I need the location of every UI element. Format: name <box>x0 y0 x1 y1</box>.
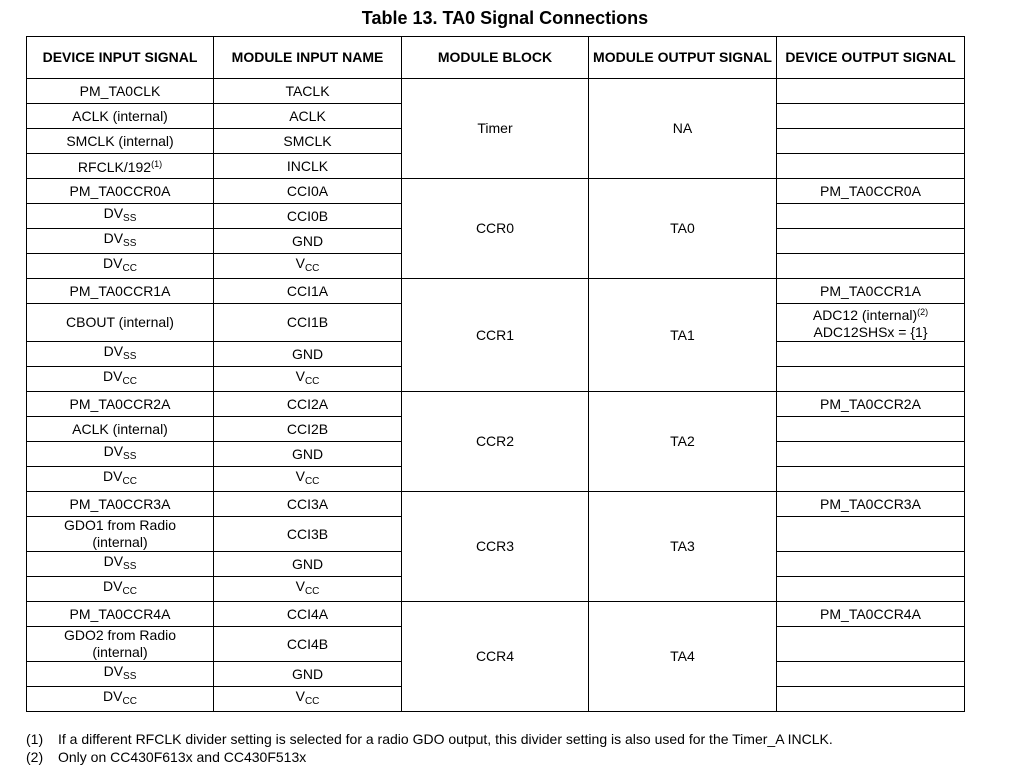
device-input-signal: DV <box>103 443 124 459</box>
module-input-name: V <box>295 578 305 594</box>
module-input-name: GND <box>291 555 324 572</box>
device-input-cell <box>27 229 214 254</box>
module-input-cell <box>214 492 402 517</box>
module-input-subscript: CC <box>304 263 320 274</box>
device-input-cell <box>27 129 214 154</box>
module-block-cell: CCR4 <box>402 602 589 712</box>
device-output-cell <box>777 492 965 517</box>
header-device-output-signal: DEVICE OUTPUT SIGNAL <box>777 37 965 79</box>
module-input-name: V <box>295 468 305 484</box>
module-input-cell <box>214 204 402 229</box>
module-input-name: CCI4A <box>286 605 329 622</box>
device-input-signal: PM_TA0CCR3A <box>69 495 171 512</box>
device-input-signal: DV <box>103 368 123 384</box>
header-device-input-signal: DEVICE INPUT SIGNAL <box>27 37 214 79</box>
module-input-name: CCI1B <box>286 314 329 330</box>
device-input-signal: DV <box>103 255 123 271</box>
device-input-signal: PM_TA0CCR0A <box>69 182 171 199</box>
footnote-text: Only on CC430F613x and CC430F513x <box>58 749 307 765</box>
device-input-cell <box>27 687 214 712</box>
footnote <box>26 748 833 766</box>
module-block-cell: CCR0 <box>402 179 589 279</box>
device-input-subscript: CC <box>122 263 137 274</box>
device-output-signal: ADC12 (internal) <box>812 307 918 323</box>
device-output-signal: PM_TA0CCR3A <box>820 495 921 512</box>
module-input-name: CCI1A <box>286 282 329 299</box>
device-output-cell <box>777 342 965 367</box>
device-output-cell <box>777 517 965 552</box>
module-input-name: CCI2A <box>286 395 329 412</box>
module-input-name: CCI3A <box>286 495 329 512</box>
module-block-cell: Timer <box>402 79 589 179</box>
device-input-cell <box>27 662 214 687</box>
module-input-name: GND <box>291 445 324 462</box>
device-input-signal: DV <box>103 468 123 484</box>
module-input-cell <box>214 392 402 417</box>
module-input-name: CCI3B <box>286 525 329 542</box>
device-input-signal: DV <box>103 343 124 359</box>
module-input-name: V <box>295 368 305 384</box>
module-block-cell: CCR2 <box>402 392 589 492</box>
module-input-cell <box>214 179 402 204</box>
footnote-ref: (2) <box>917 307 929 317</box>
module-input-name: GND <box>291 232 324 249</box>
device-input-signal: DV <box>103 663 124 679</box>
device-input-cell <box>27 304 214 342</box>
device-input-signal: ACLK (internal) <box>72 107 168 124</box>
device-input-signal: DV <box>103 230 124 246</box>
header-module-block: MODULE BLOCK <box>402 37 589 79</box>
footnote-number: (2) <box>26 749 44 765</box>
module-input-cell <box>214 367 402 392</box>
device-input-cell <box>27 279 214 304</box>
module-input-cell <box>214 279 402 304</box>
module-input-name: CCI2B <box>286 420 329 437</box>
device-input-subscript: SS <box>123 351 137 362</box>
device-output-cell <box>777 552 965 577</box>
device-output-cell <box>777 392 965 417</box>
device-input-cell <box>27 154 214 179</box>
footnote-text: If a different RFCLK divider setting is selected for a radio GDO output, this divider setting is also used for the Timer_A INCLK. <box>58 731 833 747</box>
module-output-cell: NA <box>589 79 777 179</box>
module-input-cell <box>214 79 402 104</box>
device-output-cell <box>777 154 965 179</box>
module-input-name: INCLK <box>286 157 329 174</box>
device-input-signal: PM_TA0CCR1A <box>69 282 171 299</box>
module-input-name: CCI0A <box>286 182 329 199</box>
table-row <box>27 279 965 304</box>
module-output-cell: TA4 <box>589 602 777 712</box>
module-output-cell: TA2 <box>589 392 777 492</box>
module-input-name: V <box>295 255 305 271</box>
device-input-signal: DV <box>103 688 123 704</box>
device-output-cell <box>777 367 965 392</box>
device-output-cell <box>777 627 965 662</box>
device-input-signal-line2: (internal) <box>92 644 148 660</box>
module-input-name: CCI4B <box>286 635 329 652</box>
device-input-cell <box>27 492 214 517</box>
module-output-cell: TA0 <box>589 179 777 279</box>
device-output-signal-line2: ADC12SHSx = {1} <box>813 324 928 340</box>
device-input-signal: DV <box>103 205 124 221</box>
module-input-cell <box>214 687 402 712</box>
device-input-subscript: SS <box>123 213 137 224</box>
table-row <box>27 392 965 417</box>
device-input-cell <box>27 104 214 129</box>
device-input-subscript: SS <box>123 451 137 462</box>
module-input-cell <box>214 304 402 342</box>
footnote-number: (1) <box>26 731 44 747</box>
device-input-signal: DV <box>103 553 124 569</box>
module-input-name: GND <box>291 345 324 362</box>
header-module-output-signal: MODULE OUTPUT SIGNAL <box>589 37 777 79</box>
module-input-subscript: CC <box>304 476 320 487</box>
footnote <box>26 730 833 748</box>
module-input-cell <box>214 517 402 552</box>
module-input-name: V <box>295 688 305 704</box>
module-input-subscript: CC <box>304 586 320 597</box>
device-input-cell <box>27 627 214 662</box>
device-input-subscript: CC <box>122 696 137 707</box>
device-input-cell <box>27 442 214 467</box>
device-input-cell <box>27 417 214 442</box>
device-input-subscript: CC <box>122 586 137 597</box>
device-input-signal: PM_TA0CCR2A <box>69 395 171 412</box>
device-output-cell <box>777 279 965 304</box>
device-input-cell <box>27 254 214 279</box>
signal-connections-table <box>26 36 965 712</box>
module-input-cell <box>214 254 402 279</box>
module-input-subscript: CC <box>304 376 320 387</box>
module-input-cell <box>214 577 402 602</box>
device-output-cell <box>777 304 965 342</box>
module-input-cell <box>214 154 402 179</box>
module-input-cell <box>214 229 402 254</box>
module-input-name: TACLK <box>285 82 330 99</box>
module-input-cell <box>214 602 402 627</box>
module-input-cell <box>214 417 402 442</box>
device-output-cell <box>777 179 965 204</box>
device-input-cell <box>27 179 214 204</box>
module-output-cell: TA3 <box>589 492 777 602</box>
device-output-cell <box>777 577 965 602</box>
device-input-signal-line2: (internal) <box>92 534 148 550</box>
device-input-signal: PM_TA0CCR4A <box>69 605 171 622</box>
device-output-signal: PM_TA0CCR4A <box>820 605 921 622</box>
table-row <box>27 179 965 204</box>
device-output-cell <box>777 229 965 254</box>
device-input-subscript: SS <box>123 671 137 682</box>
module-input-name: CCI0B <box>286 207 329 224</box>
device-input-cell <box>27 392 214 417</box>
device-input-cell <box>27 517 214 552</box>
device-input-cell <box>27 577 214 602</box>
device-input-signal: CBOUT (internal) <box>66 314 174 330</box>
table-row <box>27 492 965 517</box>
header-module-input-name: MODULE INPUT NAME <box>214 37 402 79</box>
device-input-signal: ACLK (internal) <box>72 420 168 437</box>
device-output-cell <box>777 254 965 279</box>
device-input-signal: RFCLK/192 <box>77 159 152 175</box>
device-input-cell <box>27 367 214 392</box>
header-row <box>27 37 965 79</box>
device-input-signal: SMCLK (internal) <box>66 132 174 149</box>
module-input-cell <box>214 342 402 367</box>
device-output-signal: PM_TA0CCR1A <box>820 282 921 299</box>
module-input-cell <box>214 467 402 492</box>
device-output-cell <box>777 79 965 104</box>
module-block-cell: CCR1 <box>402 279 589 392</box>
module-input-subscript: CC <box>304 696 320 707</box>
device-output-cell <box>777 104 965 129</box>
device-output-cell <box>777 442 965 467</box>
module-input-cell <box>214 662 402 687</box>
table-row <box>27 602 965 627</box>
device-output-cell <box>777 204 965 229</box>
device-input-subscript: CC <box>122 476 137 487</box>
device-input-cell <box>27 342 214 367</box>
module-input-cell <box>214 104 402 129</box>
module-input-name: GND <box>291 665 324 682</box>
device-input-cell <box>27 552 214 577</box>
device-output-signal: PM_TA0CCR0A <box>820 182 921 199</box>
device-input-signal: GDO2 from Radio <box>63 627 177 643</box>
device-output-signal: PM_TA0CCR2A <box>820 395 921 412</box>
device-input-signal: PM_TA0CLK <box>79 82 161 99</box>
module-input-name: SMCLK <box>283 132 332 149</box>
device-input-cell <box>27 467 214 492</box>
device-input-subscript: CC <box>122 376 137 387</box>
footnotes <box>26 730 833 766</box>
device-output-cell <box>777 417 965 442</box>
module-input-cell <box>214 627 402 662</box>
table-row <box>27 79 965 104</box>
device-input-cell <box>27 204 214 229</box>
device-output-cell <box>777 467 965 492</box>
device-input-cell <box>27 602 214 627</box>
footnote-ref: (1) <box>151 159 163 169</box>
device-input-subscript: SS <box>123 238 137 249</box>
table-title: Table 13. TA0 Signal Connections <box>361 8 649 28</box>
device-output-cell <box>777 662 965 687</box>
device-input-subscript: SS <box>123 561 137 572</box>
device-input-signal: GDO1 from Radio <box>63 517 177 533</box>
device-output-cell <box>777 687 965 712</box>
module-input-cell <box>214 442 402 467</box>
module-output-cell: TA1 <box>589 279 777 392</box>
module-block-cell: CCR3 <box>402 492 589 602</box>
module-input-cell <box>214 129 402 154</box>
device-input-cell <box>27 79 214 104</box>
module-input-cell <box>214 552 402 577</box>
device-output-cell <box>777 602 965 627</box>
module-input-name: ACLK <box>289 107 326 124</box>
device-input-signal: DV <box>103 578 123 594</box>
device-output-cell <box>777 129 965 154</box>
